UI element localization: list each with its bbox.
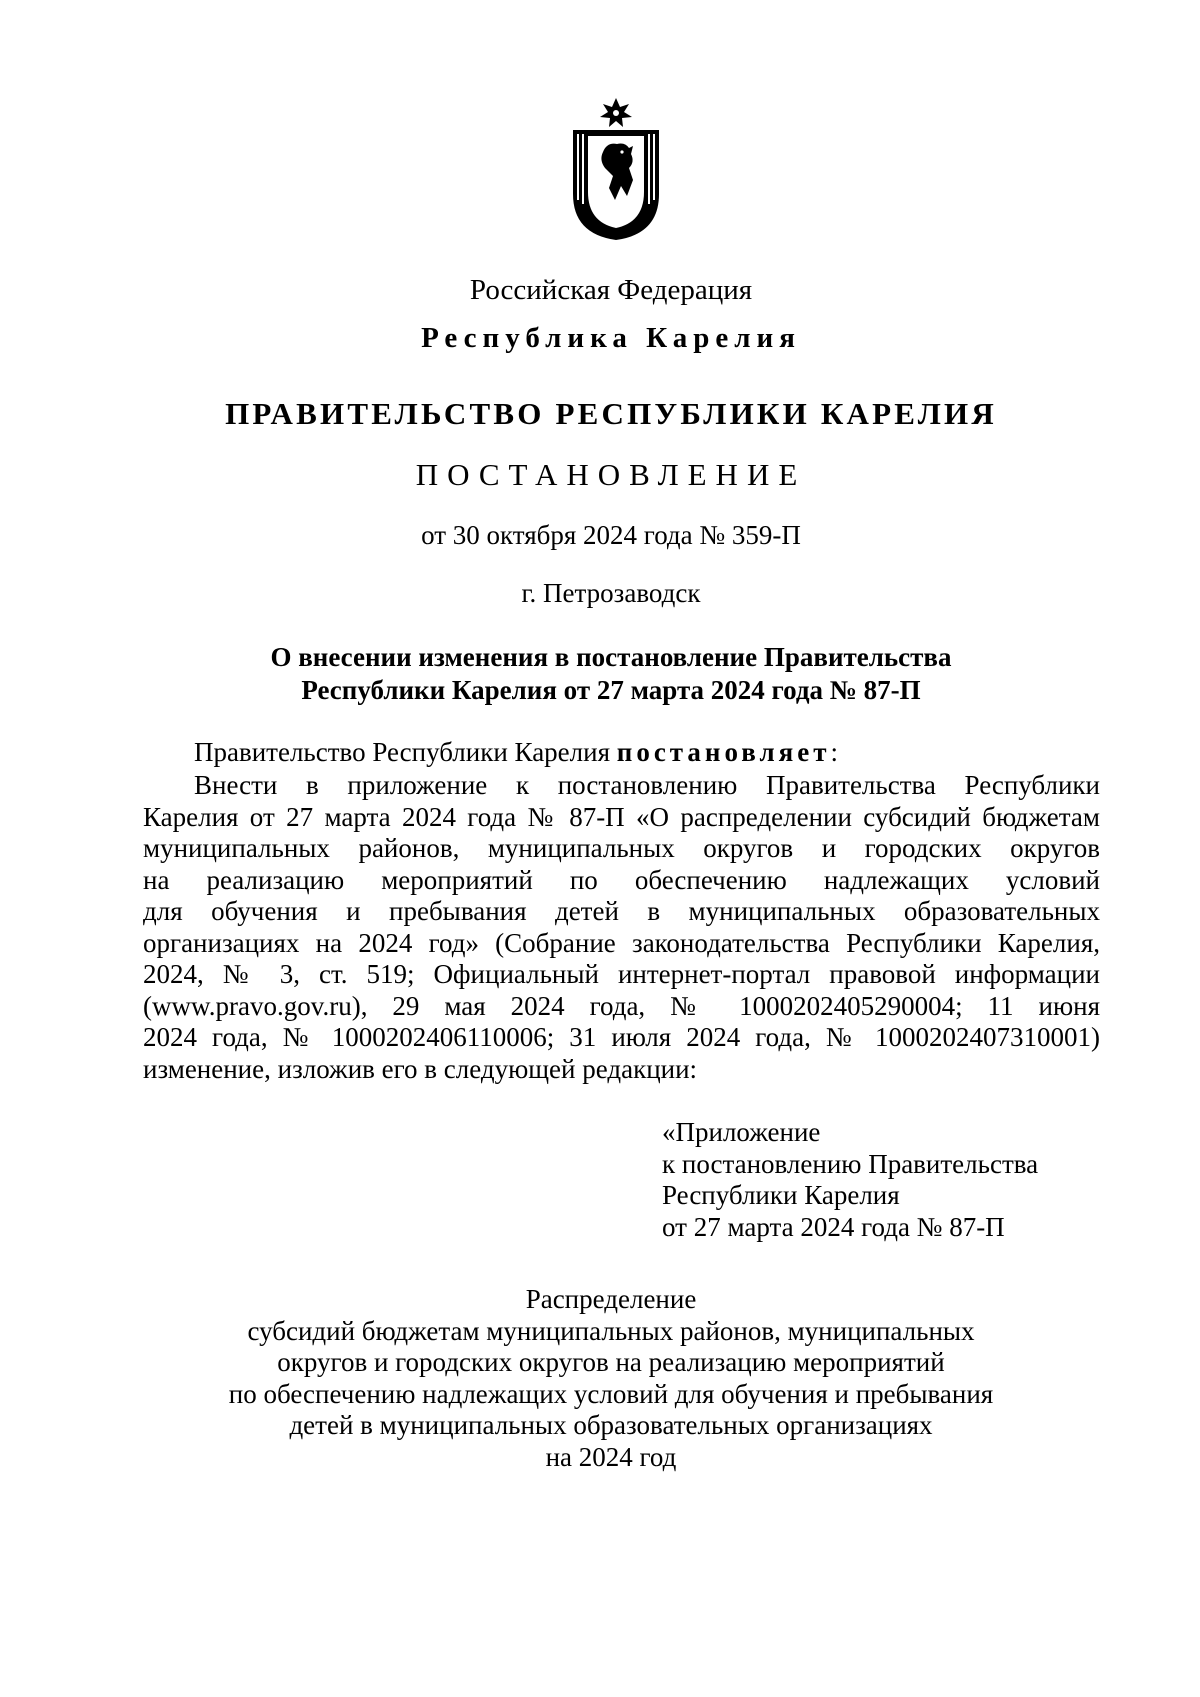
government-name: ПРАВИТЕЛЬСТВО РЕСПУБЛИКИ КАРЕЛИЯ bbox=[225, 396, 997, 431]
distribution-line: по обеспечению надлежащих условий для обучения и пребывания bbox=[228, 1378, 994, 1409]
document-city: г. Петрозаводск bbox=[521, 578, 701, 608]
intro-paragraph bbox=[143, 737, 1100, 769]
paragraph-line: для обучения и пребывания детей в муниципальных образовательных bbox=[143, 896, 1100, 926]
republic-name: Республика Карелия bbox=[421, 322, 801, 354]
paragraph-line: Карелия от 27 марта 2024 года № 87-П «О распределении субсидий бюджетам bbox=[143, 801, 1100, 832]
karelia-coat-of-arms-emblem bbox=[567, 96, 665, 242]
distribution-line: детей в муниципальных образовательных организациях bbox=[289, 1410, 933, 1440]
document-type: ПОСТАНОВЛЕНИЕ bbox=[415, 457, 807, 492]
distribution-line: Распределение bbox=[525, 1284, 697, 1314]
intro-suffix: : bbox=[830, 737, 839, 767]
intro-resolves-word: постановляет bbox=[616, 737, 831, 767]
distribution-line: субсидий бюджетам муниципальных районов, муниципальных bbox=[247, 1315, 975, 1346]
distribution-title bbox=[11, 1284, 1200, 1473]
paragraph-line: на реализацию мероприятий по обеспечению надлежащих условий bbox=[143, 864, 1100, 895]
distribution-line: на 2024 год bbox=[545, 1441, 677, 1472]
paragraph-line: организациях на 2024 год» (Собрание законодательства Республики Карелия, bbox=[143, 927, 1100, 958]
document-date-number: от 30 октября 2024 года № 359-П bbox=[421, 520, 801, 550]
intro-prefix: Правительство Республики Карелия bbox=[194, 737, 617, 767]
appendix-line: «Приложение bbox=[662, 1117, 821, 1147]
paragraph-line: 2024, № 3, ст. 519; Официальный интернет-портал правовой информации bbox=[143, 959, 1100, 989]
subject-line: Республики Карелия от 27 марта 2024 года № 87-П bbox=[301, 675, 921, 705]
appendix-line: от 27 марта 2024 года № 87-П bbox=[662, 1211, 1005, 1242]
paragraph-line: изменение, изложив его в следующей редакции: bbox=[143, 1053, 698, 1084]
distribution-line: округов и городских округов на реализацию мероприятий bbox=[277, 1347, 945, 1377]
appendix-line: к постановлению Правительства bbox=[662, 1148, 1039, 1179]
document-subject bbox=[11, 641, 1200, 707]
appendix-reference bbox=[662, 1117, 1038, 1243]
country-name: Российская Федерация bbox=[469, 274, 753, 306]
paragraph-line: Внести в приложение к постановлению Правительства Республики bbox=[194, 770, 1100, 800]
paragraph-line: муниципальных районов, муниципальных округов и городских округов bbox=[143, 833, 1100, 863]
appendix-line: Республики Карелия bbox=[662, 1180, 900, 1210]
paragraph-line: (www.pravo.gov.ru), 29 мая 2024 года, № 1000202405290004; 11 июня bbox=[143, 990, 1100, 1021]
paragraph-line: 2024 года, № 1000202406110006; 31 июля 2024 года, № 1000202407310001) bbox=[143, 1022, 1100, 1052]
main-paragraph bbox=[143, 770, 1100, 1085]
subject-line: О внесении изменения в постановление Правительства bbox=[270, 642, 952, 672]
